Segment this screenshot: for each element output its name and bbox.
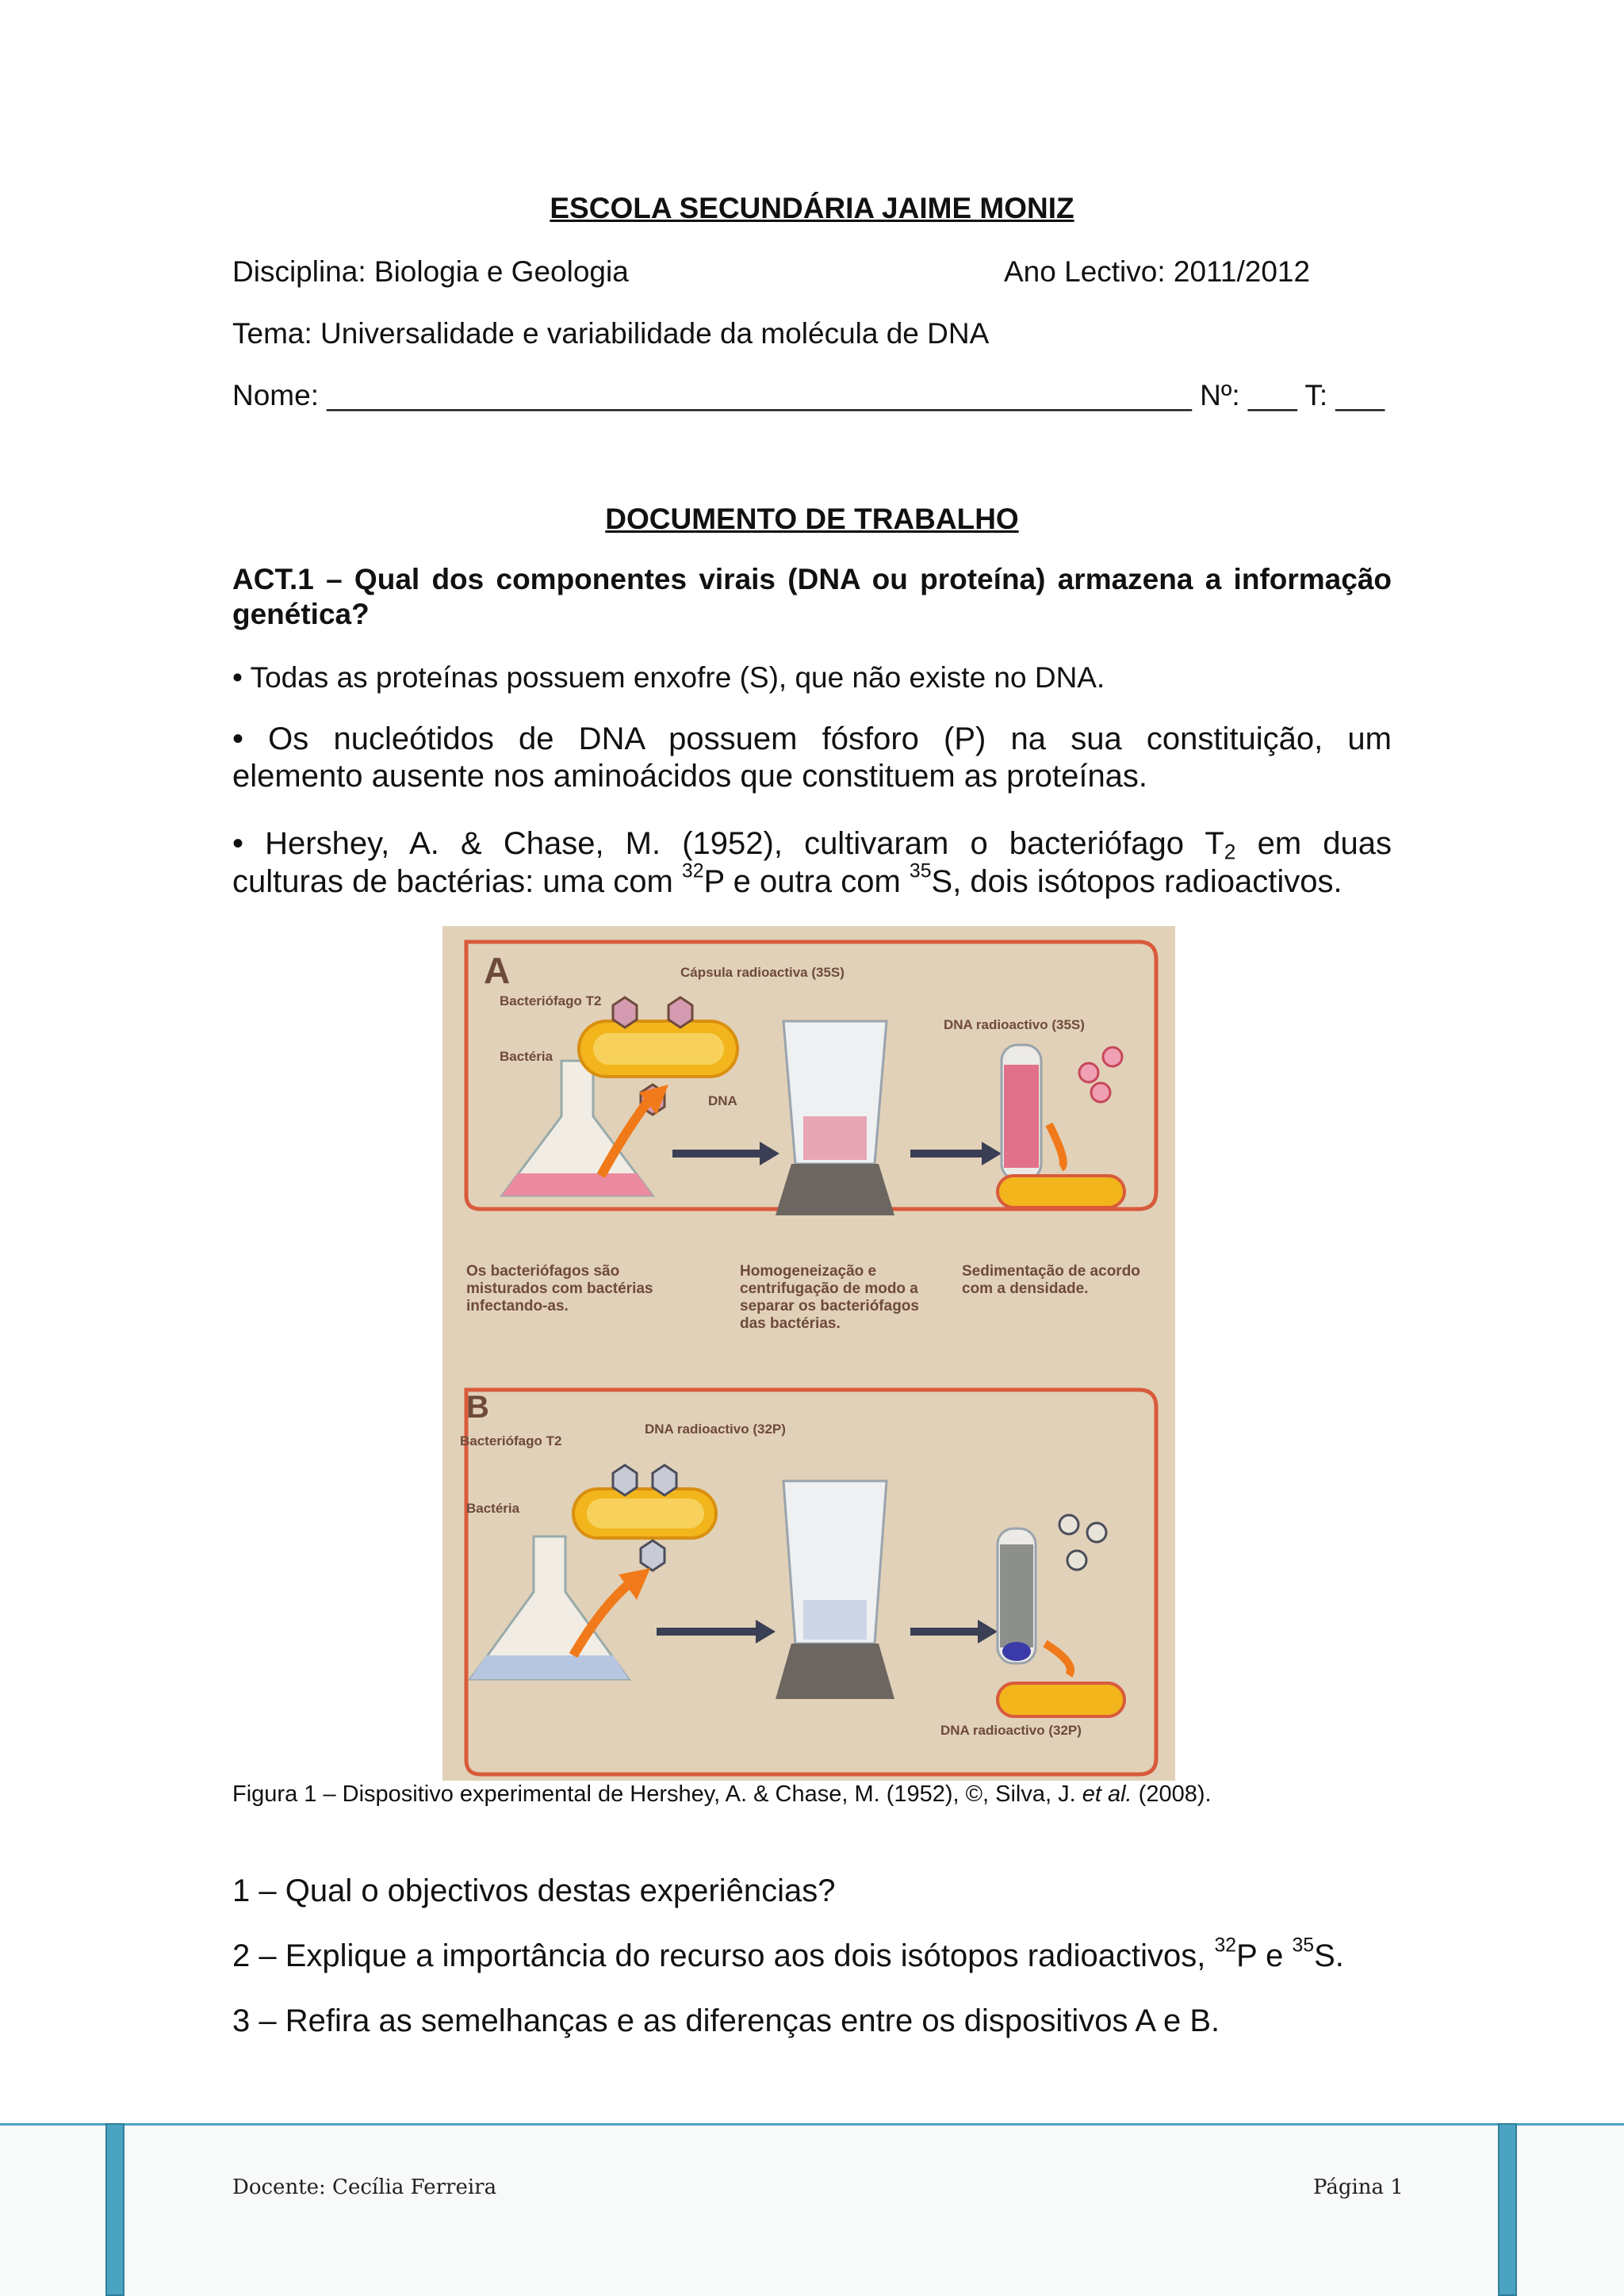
footer-page-number: Página 1 bbox=[1313, 2175, 1404, 2199]
question-2-sup-32: 32 bbox=[1214, 1934, 1237, 1957]
activity-title-line1: ACT.1 – Qual dos componentes virais (DNA ou proteína) armazena a informação bbox=[232, 563, 1392, 595]
activity-title-line2: genética? bbox=[232, 598, 370, 630]
hershey-chase-figure bbox=[442, 926, 1175, 1781]
question-3: 3 – Refira as semelhanças e as diferenças entre os dispositivos A e B. bbox=[232, 2003, 1220, 2038]
figure-illustration bbox=[442, 926, 1175, 1781]
figure-caption-year: (2008). bbox=[1132, 1781, 1212, 1807]
school-title: ESCOLA SECUNDÁRIA JAIME MONIZ bbox=[550, 192, 1074, 224]
bullet-hershey-line1 bbox=[232, 826, 1392, 862]
b-radio-dna-bottom-label: DNA radioactivo (32P) bbox=[940, 1723, 1082, 1738]
a-dna-label: DNA bbox=[708, 1093, 737, 1108]
name-label: Nome: bbox=[232, 379, 319, 411]
footer-area bbox=[0, 2126, 1624, 2296]
question-2-p: P e bbox=[1236, 1938, 1293, 1973]
name-blank-field[interactable]: _____________________________________________________ bbox=[327, 379, 1192, 411]
theme-label: Tema: Universalidade e variabilidade da molécula de DNA bbox=[232, 317, 990, 350]
footer-right-bar bbox=[1498, 2123, 1517, 2296]
class-blank-field[interactable]: ___ bbox=[1335, 379, 1385, 411]
panel-a-letter: A bbox=[484, 950, 511, 991]
school-year-label: Ano Lectivo: 2011/2012 bbox=[1004, 255, 1311, 288]
hershey-text-a: • Hershey, A. & Chase, M. (1952), cultivaram o bacteriófago T bbox=[232, 826, 1224, 861]
question-2 bbox=[232, 1934, 1344, 1974]
panel-b-letter: B bbox=[466, 1390, 489, 1425]
bullet-hershey-line2 bbox=[232, 860, 1342, 900]
hershey-text-e: S, dois isótopos radioactivos. bbox=[931, 864, 1342, 899]
caption-step3: Sedimentação de acordo com a densidade. bbox=[962, 1263, 1140, 1297]
figure-caption bbox=[232, 1781, 1212, 1808]
figure-caption-text: Figura 1 – Dispositivo experimental de Hershey, A. & Chase, M. (1952), ©, Silva, J. bbox=[232, 1781, 1082, 1807]
a-radio-dna-label: DNA radioactivo (35S) bbox=[944, 1017, 1085, 1032]
hershey-text-c: culturas de bactérias: uma com bbox=[232, 864, 682, 899]
bullet-sulfur: • Todas as proteínas possuem enxofre (S), que não existe no DNA. bbox=[232, 661, 1105, 694]
footer-teacher: Docente: Cecília Ferreira bbox=[232, 2175, 497, 2199]
class-label: T: bbox=[1304, 379, 1328, 411]
b-radio-dna-label: DNA radioactivo (32P) bbox=[645, 1422, 786, 1437]
a-phage-label: Bacteriófago T2 bbox=[500, 993, 602, 1008]
question-2-s: S. bbox=[1314, 1938, 1344, 1973]
p32-superscript: 32 bbox=[681, 860, 704, 882]
b-bacteria-label: Bactéria bbox=[466, 1501, 520, 1516]
question-1: 1 – Qual o objectivos destas experiências? bbox=[232, 1873, 836, 1908]
figure-caption-italic: et al. bbox=[1082, 1781, 1132, 1807]
hershey-text-d: P e outra com bbox=[703, 864, 910, 899]
a-capsule-label: Cápsula radioactiva (35S) bbox=[680, 965, 845, 980]
number-blank-field[interactable]: ___ bbox=[1247, 379, 1297, 411]
document-title: DOCUMENTO DE TRABALHO bbox=[605, 503, 1019, 535]
number-label: Nº: bbox=[1200, 379, 1240, 411]
t2-subscript: 2 bbox=[1224, 840, 1236, 864]
bullet-phosphorus-line1: • Os nucleótidos de DNA possuem fósforo (P) na sua constituição, um bbox=[232, 721, 1392, 756]
discipline-label: Disciplina: Biologia e Geologia bbox=[232, 255, 629, 288]
caption-step1: Os bacteriófagos são misturados com bactérias infectando-as. bbox=[466, 1263, 653, 1314]
hershey-text-b: em duas bbox=[1235, 826, 1392, 861]
footer-left-bar bbox=[105, 2123, 124, 2296]
b-phage-label: Bacteriófago T2 bbox=[460, 1433, 562, 1448]
bullet-phosphorus-line2: elemento ausente nos aminoácidos que constituem as proteínas. bbox=[232, 759, 1148, 794]
name-row bbox=[232, 379, 1385, 412]
question-2-text: 2 – Explique a importância do recurso aos dois isótopos radioactivos, bbox=[232, 1938, 1215, 1973]
s35-superscript: 35 bbox=[909, 860, 932, 882]
question-2-sup-35: 35 bbox=[1292, 1934, 1315, 1957]
a-bacteria-label: Bactéria bbox=[500, 1049, 553, 1064]
caption-step2: Homogeneização e centrifugação de modo a separar os bacteriófagos das bactérias. bbox=[740, 1263, 919, 1332]
